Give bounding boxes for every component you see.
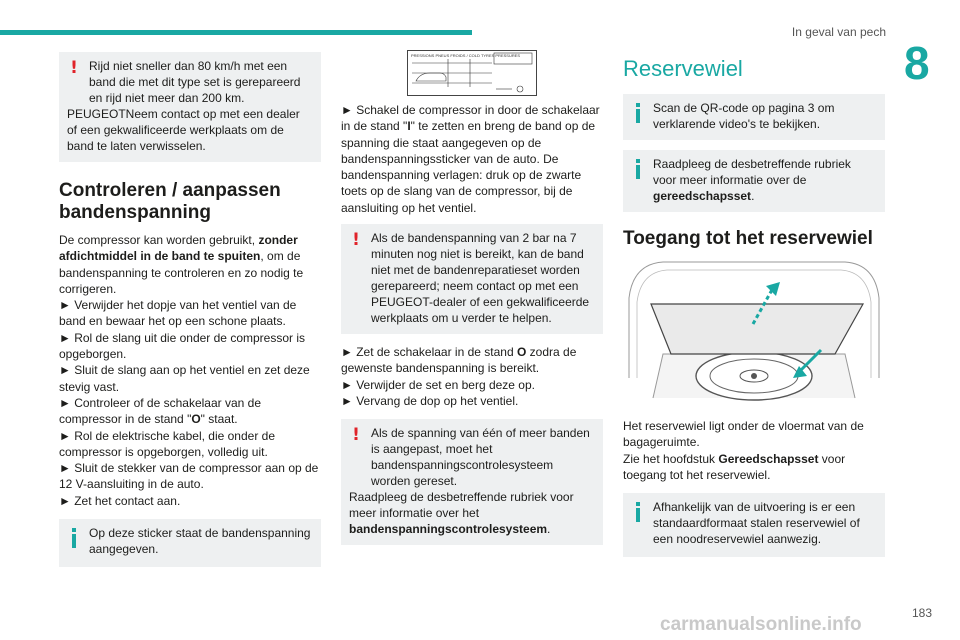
step-item: ► Zet de schakelaar in de stand O zodra de gewenste bandenspanning is bereikt.	[341, 345, 577, 376]
column-3	[623, 50, 885, 557]
step-item: ► Rol de elektrische kabel, die onder de compressor is opgeborgen, volledig uit.	[59, 428, 275, 459]
warning-icon: !	[70, 58, 78, 78]
sticker-label: PRESSIONS PNEUS FROIDS / COLD TYRES PRESSURES	[411, 53, 521, 58]
info-icon	[631, 501, 645, 522]
spare-wheel-illustration	[623, 258, 885, 408]
info-box-qr	[623, 94, 885, 140]
info-box-wheel-type	[623, 493, 885, 557]
info-icon	[631, 102, 645, 123]
section-heading-access: Toegang tot het reservewiel	[623, 228, 873, 249]
info-box-sticker	[59, 519, 321, 567]
page-number: 183	[911, 606, 932, 620]
spare-location-text: Het reservewiel ligt onder de vloermat van de bagageruimte.	[623, 419, 864, 450]
info-text: Scan de QR-code op pagina 3 om verklarende video's te bekijken.	[653, 101, 835, 131]
warning-icon: !	[352, 425, 360, 446]
chapter-progress-bar	[0, 30, 472, 35]
column-1	[59, 50, 321, 567]
step-item: ► Vervang de dop op het ventiel.	[341, 393, 519, 408]
section-heading-pressure: Controleren / aanpassen bandenspanning	[59, 180, 281, 223]
warning-icon: !	[352, 230, 360, 251]
step-item: ► Sluit de slang aan op het ventiel en zet deze stevig vast.	[59, 363, 310, 394]
spare-wheel-drawing	[623, 258, 885, 408]
warning-box-timeout	[341, 224, 603, 334]
warning-text: Als de bandenspanning van 2 bar na 7 minuten nog niet is bereikt, kan de band niet met de bandenreparatieset worden gerepareerd; neem contact op met een PEUGEOT-dealer of een gekwalificeerde werkplaats om u verder te helpen.	[371, 231, 590, 326]
info-icon	[631, 158, 645, 179]
info-box-toolkit	[623, 150, 885, 212]
warning-reference: Raadpleeg de desbetreffende rubriek voor meer informatie over het bandenspanningscontrolesysteem.	[349, 490, 574, 537]
step-item: ► Controleer of de schakelaar van de compressor in de stand "O" staat.	[59, 395, 261, 427]
info-text: Afhankelijk van de uitvoering is er een standaardformaat stalen reservewiel of een noodreservewiel aanwezig.	[653, 500, 860, 547]
section-heading-spare: Reservewiel	[623, 56, 743, 81]
step-item: ► Verwijder het dopje van het ventiel van de band en bewaar het op een schone plaats.	[59, 298, 297, 329]
column-2	[341, 50, 603, 545]
step-item: ► Verwijder de set en berg deze op.	[341, 377, 535, 392]
watermark: carmanualsonline.info	[660, 614, 862, 635]
warning-text: Als de spanning van één of meer banden is aangepast, moet het bandenspanningscontrolesysteem worden gereset.	[371, 426, 590, 489]
info-text: Op deze sticker staat de bandenspanning aangegeven.	[89, 526, 311, 557]
warning-text-2: PEUGEOTNeem contact op met een dealer of een gekwalificeerde werkplaats om de band te laten verwisselen.	[67, 107, 300, 153]
info-text: Raadpleeg de desbetreffende rubriek voor meer informatie over de gereedschapsset.	[653, 157, 851, 203]
step-item: ► Sluit de stekker van de compressor aan op de 12 V-aansluiting in de auto.	[59, 461, 319, 492]
step-item: ► Zet het contact aan.	[59, 493, 181, 508]
tyre-pressure-sticker-graphic	[408, 51, 536, 95]
warning-text: Rijd niet sneller dan 80 km/h met een band die met dit type set is gerepareerd en rijd niet meer dan 200 km.	[89, 59, 301, 105]
info-icon	[67, 527, 81, 548]
toolkit-reference-text: Zie het hoofdstuk Gereedschapsset voor toegang tot het reservewiel.	[623, 451, 846, 482]
chapter-number: 8	[904, 37, 930, 89]
warning-box-reset	[341, 419, 603, 545]
step-item: ► Rol de slang uit die onder de compressor is opgeborgen.	[59, 330, 305, 362]
section-title: In geval van pech	[791, 25, 886, 39]
intro-paragraph: De compressor kan worden gebruikt, zonder afdichtmiddel in de band te spuiten, om de bandenspanning te controleren en zo nodig te corrigeren.	[59, 233, 304, 296]
step-item: ► Schakel de compressor in door de schakelaar in de stand "I" te zetten en breng de band op de spanning die staat aangegeven op de bandenspanningssticker van de auto. De bandenspanning verlagen: druk op de zwarte toets op de slang van de compressor, bij de aansluiting op het ventiel.	[341, 103, 600, 215]
warning-box-speed	[59, 52, 321, 162]
tyre-pressure-sticker	[407, 50, 537, 96]
